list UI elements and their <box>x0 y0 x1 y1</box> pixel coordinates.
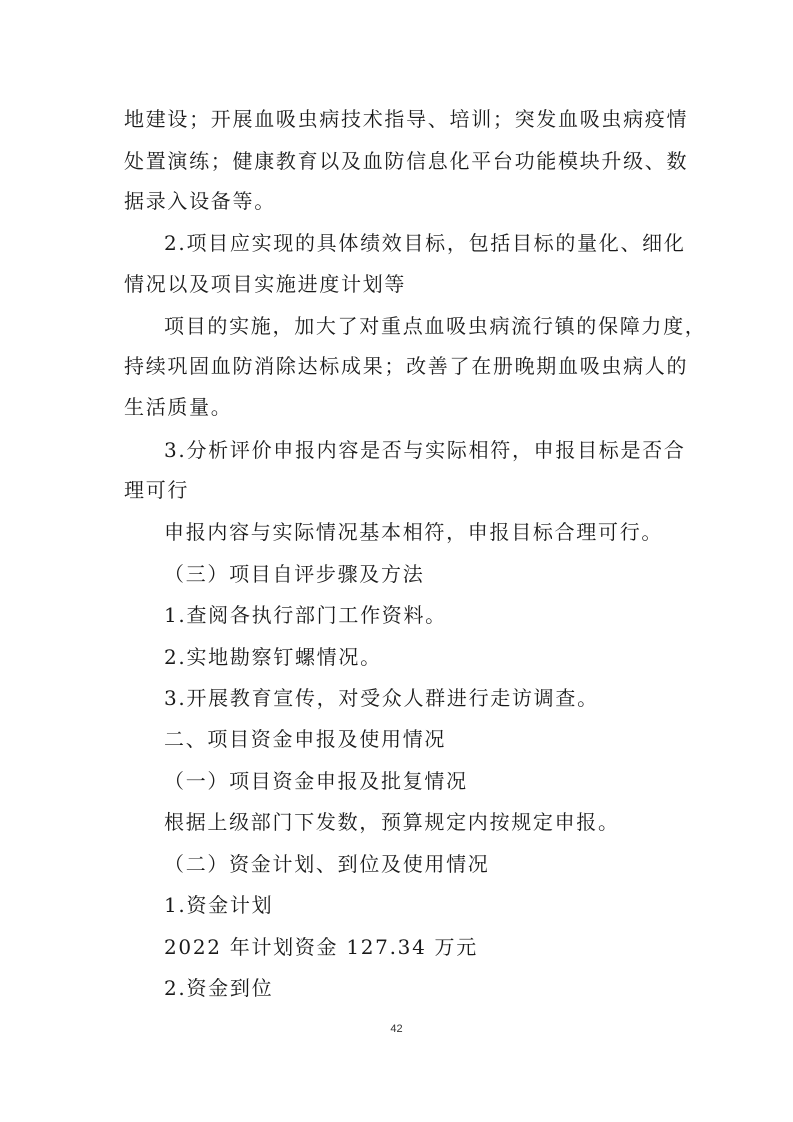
section-heading: （一）项目资金申报及批复情况 <box>164 769 468 793</box>
list-item: 1.查阅各执行部门工作资料。 <box>164 603 447 627</box>
paragraph-line: 生活质量。 <box>124 395 233 419</box>
list-item: 2.实地勘察钉螺情况。 <box>164 645 382 669</box>
paragraph-line: 据录入设备等。 <box>124 189 276 213</box>
list-item: 3.开展教育宣传，对受众人群进行走访调查。 <box>164 686 599 710</box>
section-heading: （二）资金计划、到位及使用情况 <box>164 852 490 876</box>
section-heading: 情况以及项目实施进度计划等 <box>124 272 407 296</box>
paragraph-line: 处置演练；健康教育以及血防信息化平台功能模块升级、数 <box>124 149 689 173</box>
paragraph-line: 根据上级部门下发数，预算规定内按规定申报。 <box>164 810 620 834</box>
section-heading: 1.资金计划 <box>164 893 274 917</box>
paragraph-line: 2022 年计划资金 127.34 万元 <box>164 935 478 959</box>
section-heading: 2.项目应实现的具体绩效目标，包括目标的量化、细化 <box>164 231 686 255</box>
section-heading: 2.资金到位 <box>164 976 274 1000</box>
section-heading: 二、项目资金申报及使用情况 <box>164 727 447 751</box>
page-number: 42 <box>390 1023 403 1035</box>
paragraph-line: 持续巩固血防消除达标成果；改善了在册晚期血吸虫病人的 <box>124 354 689 378</box>
section-heading: 3.分析评价申报内容是否与实际相符，申报目标是否合 <box>164 438 686 462</box>
paragraph-line: 申报内容与实际情况基本相符，申报目标合理可行。 <box>164 520 664 544</box>
paragraph-line: 地建设；开展血吸虫病技术指导、培训；突发血吸虫病疫情 <box>124 107 689 131</box>
paragraph-line: 项目的实施，加大了对重点血吸虫病流行镇的保障力度， <box>164 314 707 338</box>
section-heading: （三）项目自评步骤及方法 <box>164 562 425 586</box>
section-heading: 理可行 <box>124 478 190 502</box>
